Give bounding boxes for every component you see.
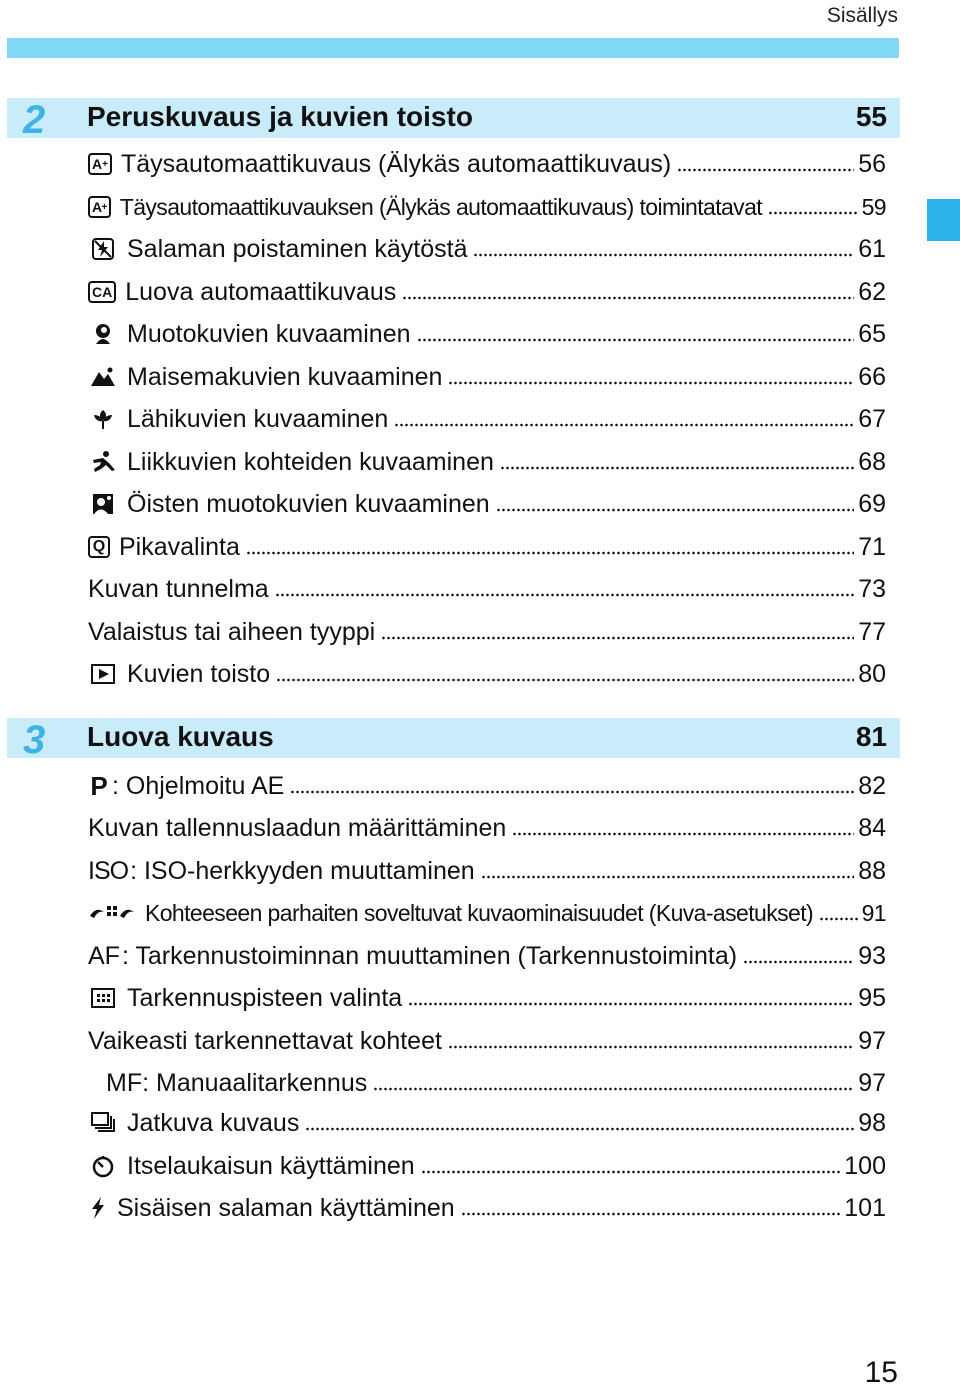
entry-page: 100 — [844, 1151, 886, 1180]
entry-label: : ISO-herkkyyden muuttaminen — [130, 856, 475, 885]
creative-auto-icon: CA — [88, 281, 116, 303]
flash-off-icon — [88, 235, 118, 263]
dot-leader — [473, 253, 854, 257]
playback-icon — [88, 660, 118, 688]
entry-label: MF: Manuaalitarkennus — [106, 1068, 368, 1097]
entry-page: 97 — [858, 1026, 886, 1055]
entry-label: Täysautomaattikuvaus (Älykäs automaattikuvaus) — [120, 149, 672, 178]
entry-label: Kuvan tunnelma — [88, 574, 269, 603]
af-point-icon — [88, 984, 118, 1012]
picture-style-icon — [88, 899, 136, 927]
macro-icon — [88, 405, 118, 433]
toc-entry[interactable] — [88, 359, 886, 395]
dot-leader — [290, 790, 854, 794]
toc-entry[interactable] — [88, 614, 886, 650]
dot-leader — [246, 551, 854, 555]
dot-leader — [512, 832, 854, 836]
sports-icon — [88, 448, 118, 476]
section-page: 55 — [855, 101, 887, 132]
scene-intelligent-auto-icon: A + — [88, 196, 111, 218]
dot-leader — [677, 168, 854, 172]
entry-page: 98 — [858, 1108, 886, 1137]
entry-label: Luova automaattikuvaus — [125, 277, 397, 306]
entry-label: Pikavalinta — [119, 532, 240, 561]
toc-entry[interactable] — [88, 768, 886, 804]
entry-label: : Tarkennustoiminnan muuttaminen (Tarkennustoiminta) — [121, 941, 738, 970]
entry-page: 101 — [844, 1193, 886, 1222]
toc-entry[interactable] — [88, 895, 886, 931]
entry-page: 67 — [858, 404, 886, 433]
toc-entry[interactable] — [88, 486, 886, 522]
continuous-shooting-icon — [88, 1109, 118, 1137]
section-title: Peruskuvaus ja kuvien toisto — [87, 101, 473, 132]
toc-entry[interactable] — [88, 444, 886, 480]
entry-page: 91 — [861, 899, 886, 926]
toc-entry[interactable] — [88, 656, 886, 692]
toc-entry[interactable] — [106, 1065, 886, 1101]
section-number: 2 — [23, 98, 46, 142]
entry-label: : Ohjelmoitu AE — [112, 771, 285, 800]
dot-leader — [373, 1087, 854, 1091]
toc-entry[interactable] — [88, 1023, 886, 1059]
header-color-bar — [7, 38, 899, 58]
entry-page: 65 — [858, 319, 886, 348]
self-timer-icon — [88, 1152, 118, 1180]
toc-entry[interactable] — [88, 938, 886, 974]
dot-leader — [461, 1212, 841, 1216]
section-header-2[interactable] — [7, 98, 900, 142]
entry-page: 77 — [858, 617, 886, 646]
toc-entry[interactable] — [88, 316, 886, 352]
toc-entry[interactable] — [88, 571, 886, 607]
entry-label: Jatkuva kuvaus — [127, 1108, 300, 1137]
entry-page: 59 — [861, 193, 886, 220]
entry-label: Sisäisen salaman käyttäminen — [117, 1193, 455, 1222]
landscape-icon — [88, 363, 118, 391]
dot-leader — [819, 917, 858, 921]
dot-leader — [276, 678, 854, 682]
page-header-title: Sisällys — [826, 4, 898, 27]
entry-label: Vaikeasti tarkennettavat kohteet — [88, 1026, 442, 1055]
dot-leader — [305, 1127, 854, 1131]
chapter-side-tab — [927, 199, 960, 241]
dot-leader — [500, 466, 854, 470]
entry-page: 97 — [858, 1068, 886, 1097]
entry-page: 61 — [858, 234, 886, 263]
night-portrait-icon — [88, 490, 118, 518]
section-title: Luova kuvaus — [87, 721, 274, 752]
scene-intelligent-auto-icon: A + — [88, 153, 112, 175]
section-number: 3 — [23, 718, 46, 762]
dot-leader — [381, 636, 854, 640]
section-header-3[interactable] — [7, 718, 900, 762]
entry-label: Tarkennuspisteen valinta — [127, 983, 403, 1012]
dot-leader — [417, 338, 855, 342]
entry-label: Lähikuvien kuvaaminen — [127, 404, 389, 433]
dot-leader — [275, 593, 855, 597]
entry-page: 66 — [858, 362, 886, 391]
portrait-icon — [88, 320, 118, 348]
entry-page: 69 — [858, 489, 886, 518]
entry-label: Muotokuvien kuvaaminen — [127, 319, 411, 348]
entry-page: 82 — [858, 771, 886, 800]
entry-label: Täysautomaattikuvauksen (Älykäs automaattikuvaus) toimintatavat — [119, 193, 763, 220]
entry-page: 73 — [858, 574, 886, 603]
toc-entry[interactable] — [88, 189, 886, 225]
entry-page: 95 — [858, 983, 886, 1012]
entry-label: Kuvien toisto — [127, 659, 271, 688]
entry-label: Salaman poistaminen käytöstä — [127, 234, 468, 263]
dot-leader — [421, 1170, 841, 1174]
toc-entry[interactable] — [88, 274, 886, 310]
entry-page: 56 — [858, 149, 886, 178]
toc-entry[interactable] — [88, 980, 886, 1016]
entry-label: Liikkuvien kohteiden kuvaaminen — [127, 447, 494, 476]
flash-icon — [88, 1194, 108, 1222]
dot-leader — [402, 296, 854, 300]
entry-label: Kuvan tallennuslaadun määrittäminen — [88, 813, 507, 842]
dot-leader — [394, 423, 854, 427]
toc-entry[interactable] — [88, 1105, 886, 1141]
af-icon: AF — [88, 941, 120, 970]
entry-page: 93 — [858, 941, 886, 970]
dot-leader — [408, 1002, 854, 1006]
toc-entry[interactable] — [88, 146, 886, 182]
toc-entry[interactable] — [88, 1190, 886, 1226]
dot-leader — [448, 381, 854, 385]
entry-page: 88 — [858, 856, 886, 885]
entry-page: 84 — [858, 813, 886, 842]
dot-leader — [481, 875, 855, 879]
section-page: 81 — [855, 721, 887, 752]
dot-leader — [448, 1045, 854, 1049]
program-ae-icon: P — [90, 770, 108, 801]
toc-entry[interactable] — [88, 810, 886, 846]
entry-page: 80 — [858, 659, 886, 688]
entry-page: 68 — [858, 447, 886, 476]
entry-page: 62 — [858, 277, 886, 306]
entry-label: Öisten muotokuvien kuvaaminen — [127, 489, 490, 518]
toc-entry[interactable] — [88, 231, 886, 267]
page-number: 15 — [864, 1356, 898, 1389]
dot-leader — [496, 508, 854, 512]
toc-entry[interactable] — [88, 1148, 886, 1184]
dot-leader — [768, 211, 858, 215]
iso-icon: ISO — [88, 856, 129, 885]
entry-label: Valaistus tai aiheen tyyppi — [88, 617, 376, 646]
quick-control-icon: Q — [88, 536, 110, 558]
toc-entry[interactable] — [88, 401, 886, 437]
entry-label: Kohteeseen parhaiten soveltuvat kuvaominaisuudet (Kuva-asetukset) — [145, 899, 814, 926]
entry-label: Maisemakuvien kuvaaminen — [127, 362, 443, 391]
entry-label: Itselaukaisun käyttäminen — [127, 1151, 415, 1180]
entry-page: 71 — [858, 532, 886, 561]
toc-entry[interactable] — [88, 529, 886, 565]
dot-leader — [743, 960, 854, 964]
toc-entry[interactable] — [88, 853, 886, 889]
